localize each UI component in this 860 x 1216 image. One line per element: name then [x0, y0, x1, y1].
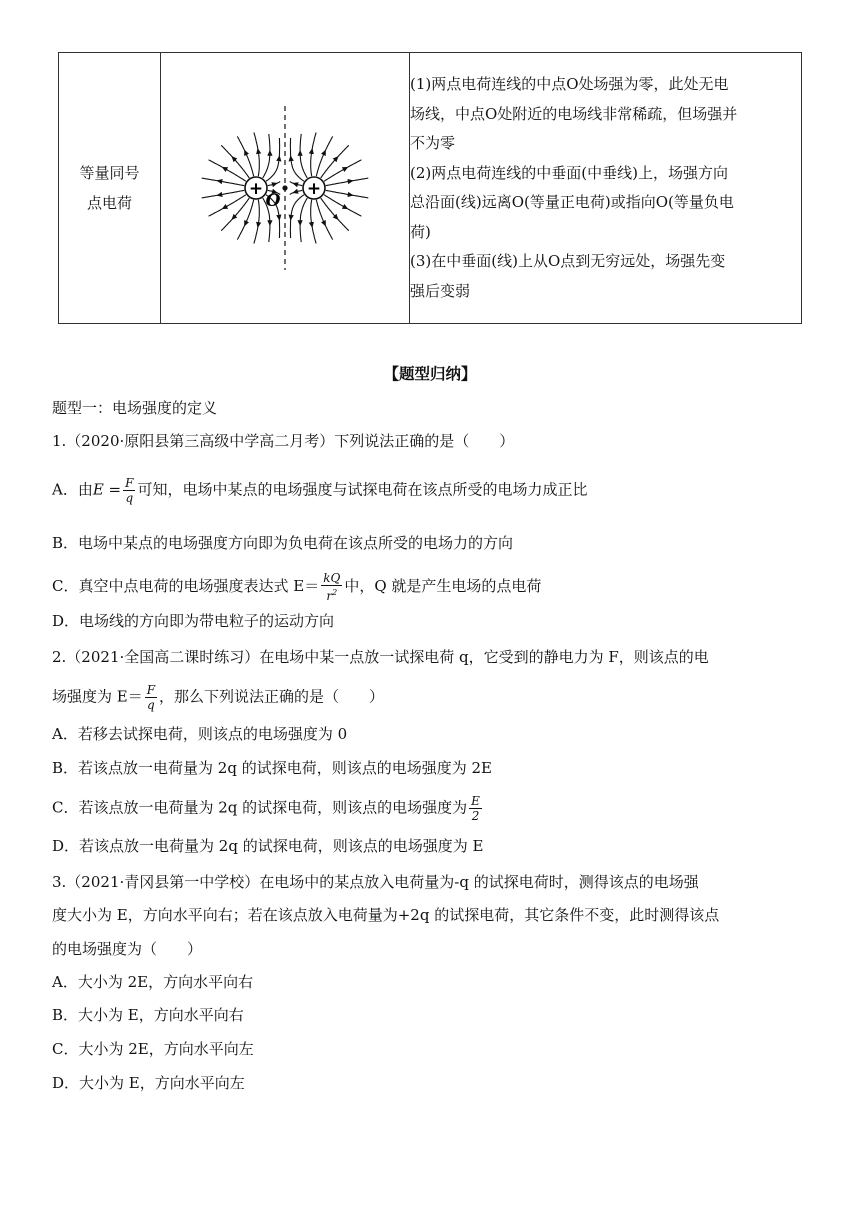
- q3-option-a: A．大小为 2E，方向水平向右: [52, 973, 254, 991]
- field-line-properties-table: [58, 52, 802, 324]
- fraction-numerator: F: [125, 476, 134, 490]
- fraction-denominator-exponent: 2: [332, 588, 338, 597]
- field-line-arrow: [294, 192, 296, 193]
- q2-option-c: [52, 794, 484, 823]
- q3-option-b: B．大小为 E，方向水平向右: [52, 1006, 244, 1024]
- fraction-denominator-base: r: [326, 589, 333, 603]
- field-line: [221, 145, 249, 178]
- properties-description-cell: [410, 53, 802, 324]
- field-line-arrow: [345, 168, 347, 169]
- field-line: [321, 145, 349, 178]
- fraction-numerator: kQ: [323, 571, 341, 585]
- field-line: [266, 138, 280, 181]
- q3-stem-line3: 的电场强度为（ ）: [52, 940, 203, 958]
- field-line-arrow: [245, 223, 246, 225]
- field-line: [300, 198, 307, 242]
- figure-cell: [161, 53, 410, 324]
- description-line: (1)两点电荷连线的中点O处场强为零，此处无电: [410, 75, 729, 93]
- field-line: [324, 160, 361, 182]
- type1-heading: 题型一：电场强度的定义: [52, 399, 218, 417]
- q1-option-c-suffix: 中，Q 就是产生电场的点电荷: [344, 577, 542, 595]
- field-line: [268, 182, 280, 186]
- charge-type-cell: [59, 53, 161, 324]
- field-line: [254, 200, 259, 244]
- field-line-arrow: [345, 207, 347, 208]
- field-line: [290, 195, 304, 238]
- description-line: 不为零: [410, 134, 456, 152]
- fraction-denominator: 2: [471, 809, 480, 823]
- q3-stem-line1: 3.（2021·青冈县第一中学校）在电场中的某点放入电荷量为-q 的试探电荷时，测得该点的电场强: [52, 873, 699, 891]
- field-line-arrow: [336, 158, 338, 160]
- q1-option-a-lhs: E =: [92, 480, 122, 499]
- q2-option-a: A．若移去试探电荷，则该点的电场强度为 0: [52, 725, 348, 743]
- field-line: [290, 182, 302, 186]
- field-line: [316, 136, 332, 176]
- q1-option-b: B．电场中某点的电场强度方向即为负电荷在该点所受的电场力的方向: [52, 534, 514, 552]
- field-line: [326, 178, 369, 186]
- q2-stem-suffix: ，那么下列说法正确的是（ ）: [159, 687, 385, 706]
- fraction-numerator: F: [146, 683, 156, 697]
- q1-option-a: [52, 476, 587, 505]
- charge-type-line1: 等量同号: [79, 164, 140, 182]
- field-line: [324, 195, 361, 217]
- field-line: [209, 160, 246, 182]
- description-line: 强后变弱: [410, 281, 471, 300]
- description-line: 总沿面(线)远离O(等量正电荷)或指向O(等量负电: [410, 193, 734, 211]
- description-line: 场线，中点O处附近的电场线非常稀疏，但场强并: [410, 104, 738, 123]
- field-line: [326, 190, 369, 198]
- field-line-arrow: [223, 207, 225, 208]
- q1-option-c: [52, 571, 541, 603]
- field-line-arrow: [233, 158, 235, 160]
- field-line: [209, 195, 246, 217]
- q2-stem-fraction: [145, 683, 157, 712]
- q2-option-b: B．若该点放一电荷量为 2q 的试探电荷，则该点的电场强度为 2E: [52, 759, 492, 777]
- q1-option-c-prefix: C．真空中点电荷的电场强度表达式 E＝: [52, 577, 320, 595]
- q2-stem-prefix: 场强度为 E＝: [52, 687, 143, 706]
- field-lines-diagram: [190, 98, 380, 278]
- q2-option-d: D．若该点放一电荷量为 2q 的试探电荷，则该点的电场强度为 E: [52, 837, 484, 855]
- q1-option-d: D．电场线的方向即为带电粒子的运动方向: [52, 612, 335, 630]
- field-line-arrow: [324, 151, 325, 153]
- description-line: (3)在中垂面(线)上从O点到无穷远处，场强先变: [410, 252, 726, 270]
- description-line: 荷): [410, 222, 431, 241]
- fraction-denominator: [321, 586, 342, 603]
- field-line-arrow: [223, 168, 225, 169]
- field-line: [290, 190, 302, 194]
- q2-stem-line1: 2.（2021·全国高二课时练习）在电场中某一点放一试探电荷 q，它受到的静电力为 F，则该点的电: [52, 648, 709, 666]
- field-line: [311, 133, 316, 177]
- q1-option-a-suffix: 可知，电场中某点的电场强度与试探电荷在该点所受的电场力成正比: [137, 480, 588, 499]
- field-line: [202, 190, 245, 198]
- charge-type-line2: 点电荷: [86, 194, 132, 212]
- q1-stem: 1.（2020·原阳县第三高级中学高二月考）下列说法正确的是（ ）: [52, 432, 515, 450]
- field-line: [316, 200, 332, 240]
- q1-option-a-fraction: [123, 476, 135, 505]
- field-line: [321, 198, 349, 231]
- field-line-arrow: [245, 151, 246, 153]
- right-charge-sign: +: [306, 179, 322, 199]
- field-line-arrow: [336, 217, 338, 219]
- fraction-denominator: q: [147, 698, 155, 712]
- midpoint-dot: [282, 185, 287, 190]
- field-line: [300, 134, 307, 178]
- left-charge-sign: +: [248, 179, 264, 199]
- field-line: [221, 198, 249, 231]
- q2-option-c-fraction: [469, 794, 482, 823]
- fraction-numerator: E: [471, 794, 480, 808]
- description-line: (2)两点电荷连线的中垂面(中垂线)上，场强方向: [410, 163, 728, 182]
- field-line: [290, 138, 304, 181]
- field-line: [202, 178, 245, 186]
- field-line-arrow: [294, 184, 296, 185]
- field-line-arrow: [233, 217, 235, 219]
- field-line: [237, 200, 253, 240]
- field-line-arrow: [324, 223, 325, 225]
- q2-stem-line2: [52, 683, 384, 712]
- field-line: [311, 200, 316, 244]
- field-line: [263, 134, 270, 178]
- field-line: [237, 136, 253, 176]
- q3-stem-line2: 度大小为 E，方向水平向右；若在该点放入电荷量为+2q 的试探电荷，其它条件不变，此时测得该点: [52, 906, 720, 924]
- table-row: [59, 53, 802, 324]
- q2-option-c-prefix: C．若该点放一电荷量为 2q 的试探电荷，则该点的电场强度为: [52, 798, 468, 817]
- field-line: [254, 133, 259, 177]
- q1-option-a-prefix: A．由: [52, 480, 93, 499]
- midpoint-label: O: [265, 191, 281, 211]
- fraction-denominator: q: [125, 491, 134, 505]
- section-title: 【题型归纳】: [383, 364, 477, 383]
- q1-option-c-fraction: [321, 571, 342, 603]
- q3-option-c: C．大小为 2E，方向水平向左: [52, 1040, 254, 1058]
- q3-option-d: D．大小为 E，方向水平向左: [52, 1074, 245, 1092]
- field-line-arrow: [274, 184, 276, 185]
